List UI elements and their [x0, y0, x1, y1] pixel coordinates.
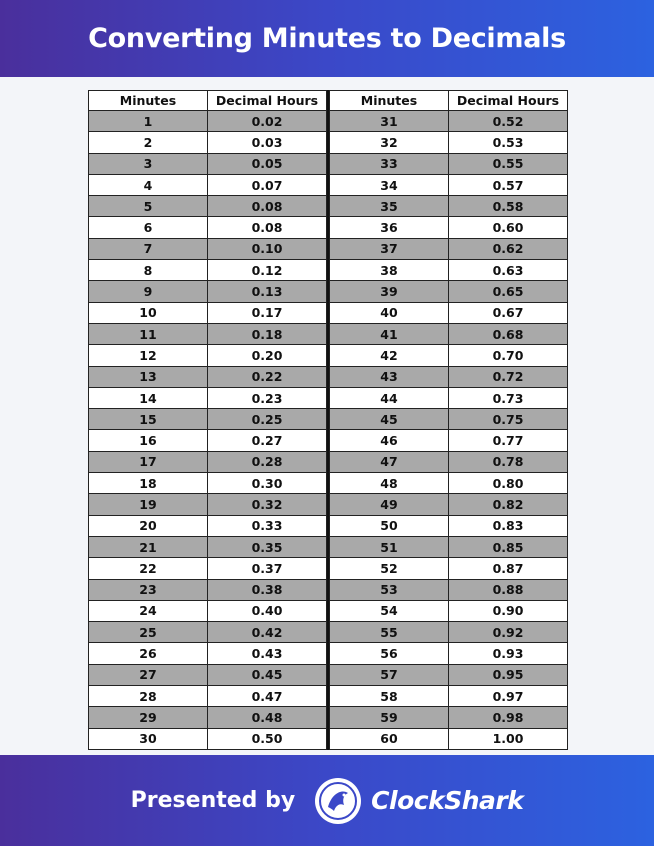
presented-by-label: Presented by	[130, 788, 296, 813]
cell-decimal-hours: 0.30	[208, 473, 327, 494]
table-row	[89, 281, 327, 302]
cell-decimal-hours: 0.78	[449, 451, 568, 472]
cell-minutes: 8	[89, 260, 208, 281]
cell-decimal-hours: 0.38	[208, 579, 327, 600]
table-row	[330, 238, 568, 259]
cell-minutes: 55	[330, 622, 449, 643]
cell-minutes: 57	[330, 664, 449, 685]
cell-minutes: 48	[330, 473, 449, 494]
cell-minutes: 30	[89, 728, 208, 749]
table-row	[89, 366, 327, 387]
cell-minutes: 15	[89, 409, 208, 430]
table-row	[89, 600, 327, 621]
cell-minutes: 22	[89, 558, 208, 579]
cell-decimal-hours: 0.60	[449, 217, 568, 238]
cell-decimal-hours: 0.52	[449, 111, 568, 132]
table-row	[89, 643, 327, 664]
cell-decimal-hours: 0.97	[449, 686, 568, 707]
cell-decimal-hours: 0.13	[208, 281, 327, 302]
cell-decimal-hours: 0.88	[449, 579, 568, 600]
cell-minutes: 35	[330, 196, 449, 217]
cell-decimal-hours: 0.77	[449, 430, 568, 451]
cell-minutes: 36	[330, 217, 449, 238]
table-row	[330, 409, 568, 430]
cell-minutes: 40	[330, 302, 449, 323]
table-row	[330, 494, 568, 515]
cell-decimal-hours: 0.18	[208, 323, 327, 344]
cell-decimal-hours: 0.90	[449, 600, 568, 621]
table-header-row	[330, 91, 568, 111]
table-row	[89, 430, 327, 451]
cell-decimal-hours: 0.53	[449, 132, 568, 153]
cell-decimal-hours: 0.48	[208, 707, 327, 728]
table-row	[330, 323, 568, 344]
table-row	[89, 260, 327, 281]
cell-decimal-hours: 0.20	[208, 345, 327, 366]
cell-minutes: 51	[330, 536, 449, 557]
cell-minutes: 5	[89, 196, 208, 217]
cell-decimal-hours: 0.57	[449, 174, 568, 195]
table-row	[330, 536, 568, 557]
cell-minutes: 13	[89, 366, 208, 387]
cell-decimal-hours: 0.35	[208, 536, 327, 557]
cell-decimal-hours: 0.87	[449, 558, 568, 579]
cell-minutes: 42	[330, 345, 449, 366]
table-row	[330, 196, 568, 217]
cell-decimal-hours: 0.17	[208, 302, 327, 323]
table-row	[330, 579, 568, 600]
cell-decimal-hours: 0.08	[208, 196, 327, 217]
table-row	[89, 622, 327, 643]
table-row	[330, 473, 568, 494]
table-row	[330, 515, 568, 536]
cell-minutes: 6	[89, 217, 208, 238]
cell-decimal-hours: 0.28	[208, 451, 327, 472]
cell-minutes: 54	[330, 600, 449, 621]
cell-decimal-hours: 0.47	[208, 686, 327, 707]
cell-decimal-hours: 0.45	[208, 664, 327, 685]
table-row	[89, 323, 327, 344]
cell-minutes: 59	[330, 707, 449, 728]
cell-minutes: 39	[330, 281, 449, 302]
table-row	[330, 302, 568, 323]
cell-decimal-hours: 0.12	[208, 260, 327, 281]
cell-minutes: 33	[330, 153, 449, 174]
cell-decimal-hours: 0.42	[208, 622, 327, 643]
table-left-body	[89, 111, 327, 750]
cell-minutes: 24	[89, 600, 208, 621]
cell-minutes: 43	[330, 366, 449, 387]
cell-minutes: 2	[89, 132, 208, 153]
cell-decimal-hours: 0.55	[449, 153, 568, 174]
table-row	[89, 558, 327, 579]
table-row	[330, 728, 568, 749]
table-row	[89, 473, 327, 494]
table-row	[89, 196, 327, 217]
table-row	[89, 451, 327, 472]
table-row	[89, 686, 327, 707]
cell-minutes: 41	[330, 323, 449, 344]
table-row	[89, 579, 327, 600]
cell-decimal-hours: 0.67	[449, 302, 568, 323]
table-row	[89, 728, 327, 749]
header-minutes: Minutes	[330, 91, 449, 111]
cell-minutes: 50	[330, 515, 449, 536]
table-minutes-1-30	[88, 90, 327, 750]
cell-decimal-hours: 0.98	[449, 707, 568, 728]
cell-decimal-hours: 0.07	[208, 174, 327, 195]
cell-decimal-hours: 0.68	[449, 323, 568, 344]
table-minutes-31-60	[329, 90, 568, 750]
cell-minutes: 45	[330, 409, 449, 430]
cell-decimal-hours: 0.58	[449, 196, 568, 217]
table-row	[330, 174, 568, 195]
cell-minutes: 26	[89, 643, 208, 664]
table-row	[89, 664, 327, 685]
table-row	[89, 132, 327, 153]
cell-decimal-hours: 0.82	[449, 494, 568, 515]
table-row	[330, 153, 568, 174]
cell-minutes: 53	[330, 579, 449, 600]
table-row	[89, 174, 327, 195]
cell-decimal-hours: 0.75	[449, 409, 568, 430]
cell-minutes: 56	[330, 643, 449, 664]
cell-decimal-hours: 1.00	[449, 728, 568, 749]
table-row	[330, 451, 568, 472]
table-row	[330, 111, 568, 132]
cell-minutes: 47	[330, 451, 449, 472]
table-row	[330, 345, 568, 366]
table-row	[89, 153, 327, 174]
table-row	[89, 111, 327, 132]
cell-minutes: 11	[89, 323, 208, 344]
cell-decimal-hours: 0.85	[449, 536, 568, 557]
table-row	[89, 536, 327, 557]
table-right-body	[330, 111, 568, 750]
cell-minutes: 25	[89, 622, 208, 643]
table-row	[89, 494, 327, 515]
cell-decimal-hours: 0.10	[208, 238, 327, 259]
page-title: Converting Minutes to Decimals	[88, 23, 566, 54]
cell-minutes: 27	[89, 664, 208, 685]
cell-decimal-hours: 0.95	[449, 664, 568, 685]
table-row	[89, 238, 327, 259]
cell-minutes: 32	[330, 132, 449, 153]
cell-minutes: 29	[89, 707, 208, 728]
cell-decimal-hours: 0.50	[208, 728, 327, 749]
cell-decimal-hours: 0.73	[449, 387, 568, 408]
table-row	[89, 515, 327, 536]
cell-minutes: 10	[89, 302, 208, 323]
cell-decimal-hours: 0.43	[208, 643, 327, 664]
cell-minutes: 18	[89, 473, 208, 494]
table-row	[330, 600, 568, 621]
cell-decimal-hours: 0.37	[208, 558, 327, 579]
cell-minutes: 37	[330, 238, 449, 259]
cell-decimal-hours: 0.08	[208, 217, 327, 238]
cell-decimal-hours: 0.72	[449, 366, 568, 387]
table-row	[330, 217, 568, 238]
table-row	[330, 281, 568, 302]
cell-decimal-hours: 0.25	[208, 409, 327, 430]
table-row	[330, 430, 568, 451]
cell-decimal-hours: 0.70	[449, 345, 568, 366]
cell-minutes: 9	[89, 281, 208, 302]
cell-decimal-hours: 0.23	[208, 387, 327, 408]
page-footer	[0, 755, 654, 846]
cell-minutes: 28	[89, 686, 208, 707]
cell-minutes: 52	[330, 558, 449, 579]
cell-minutes: 16	[89, 430, 208, 451]
brand-name: ClockShark	[371, 786, 524, 815]
table-row	[330, 366, 568, 387]
table-row	[89, 707, 327, 728]
cell-decimal-hours: 0.33	[208, 515, 327, 536]
header-minutes: Minutes	[89, 91, 208, 111]
cell-minutes: 44	[330, 387, 449, 408]
cell-minutes: 58	[330, 686, 449, 707]
table-row	[330, 260, 568, 281]
cell-minutes: 20	[89, 515, 208, 536]
cell-minutes: 12	[89, 345, 208, 366]
table-header-row	[89, 91, 327, 111]
cell-minutes: 46	[330, 430, 449, 451]
cell-decimal-hours: 0.02	[208, 111, 327, 132]
cell-minutes: 17	[89, 451, 208, 472]
cell-decimal-hours: 0.80	[449, 473, 568, 494]
table-row	[89, 387, 327, 408]
cell-minutes: 60	[330, 728, 449, 749]
cell-minutes: 3	[89, 153, 208, 174]
cell-minutes: 21	[89, 536, 208, 557]
table-row	[330, 707, 568, 728]
cell-decimal-hours: 0.65	[449, 281, 568, 302]
page-header	[0, 0, 654, 77]
cell-minutes: 23	[89, 579, 208, 600]
shark-logo-icon	[315, 778, 361, 824]
table-right-half	[329, 90, 568, 750]
cell-minutes: 19	[89, 494, 208, 515]
cell-decimal-hours: 0.40	[208, 600, 327, 621]
table-left-half	[88, 90, 329, 750]
cell-minutes: 34	[330, 174, 449, 195]
cell-decimal-hours: 0.93	[449, 643, 568, 664]
cell-minutes: 14	[89, 387, 208, 408]
cell-decimal-hours: 0.83	[449, 515, 568, 536]
table-row	[330, 622, 568, 643]
table-row	[89, 302, 327, 323]
header-decimal-hours: Decimal Hours	[449, 91, 568, 111]
table-row	[89, 345, 327, 366]
cell-decimal-hours: 0.27	[208, 430, 327, 451]
table-row	[330, 132, 568, 153]
cell-decimal-hours: 0.32	[208, 494, 327, 515]
cell-decimal-hours: 0.92	[449, 622, 568, 643]
conversion-table	[88, 90, 568, 750]
cell-decimal-hours: 0.22	[208, 366, 327, 387]
header-decimal-hours: Decimal Hours	[208, 91, 327, 111]
cell-decimal-hours: 0.63	[449, 260, 568, 281]
table-row	[330, 387, 568, 408]
table-row	[330, 558, 568, 579]
cell-minutes: 4	[89, 174, 208, 195]
cell-minutes: 1	[89, 111, 208, 132]
cell-decimal-hours: 0.03	[208, 132, 327, 153]
table-row	[330, 664, 568, 685]
cell-minutes: 38	[330, 260, 449, 281]
table-row	[330, 643, 568, 664]
table-row	[89, 217, 327, 238]
cell-minutes: 31	[330, 111, 449, 132]
cell-decimal-hours: 0.62	[449, 238, 568, 259]
table-row	[330, 686, 568, 707]
cell-decimal-hours: 0.05	[208, 153, 327, 174]
cell-minutes: 7	[89, 238, 208, 259]
table-row	[89, 409, 327, 430]
cell-minutes: 49	[330, 494, 449, 515]
